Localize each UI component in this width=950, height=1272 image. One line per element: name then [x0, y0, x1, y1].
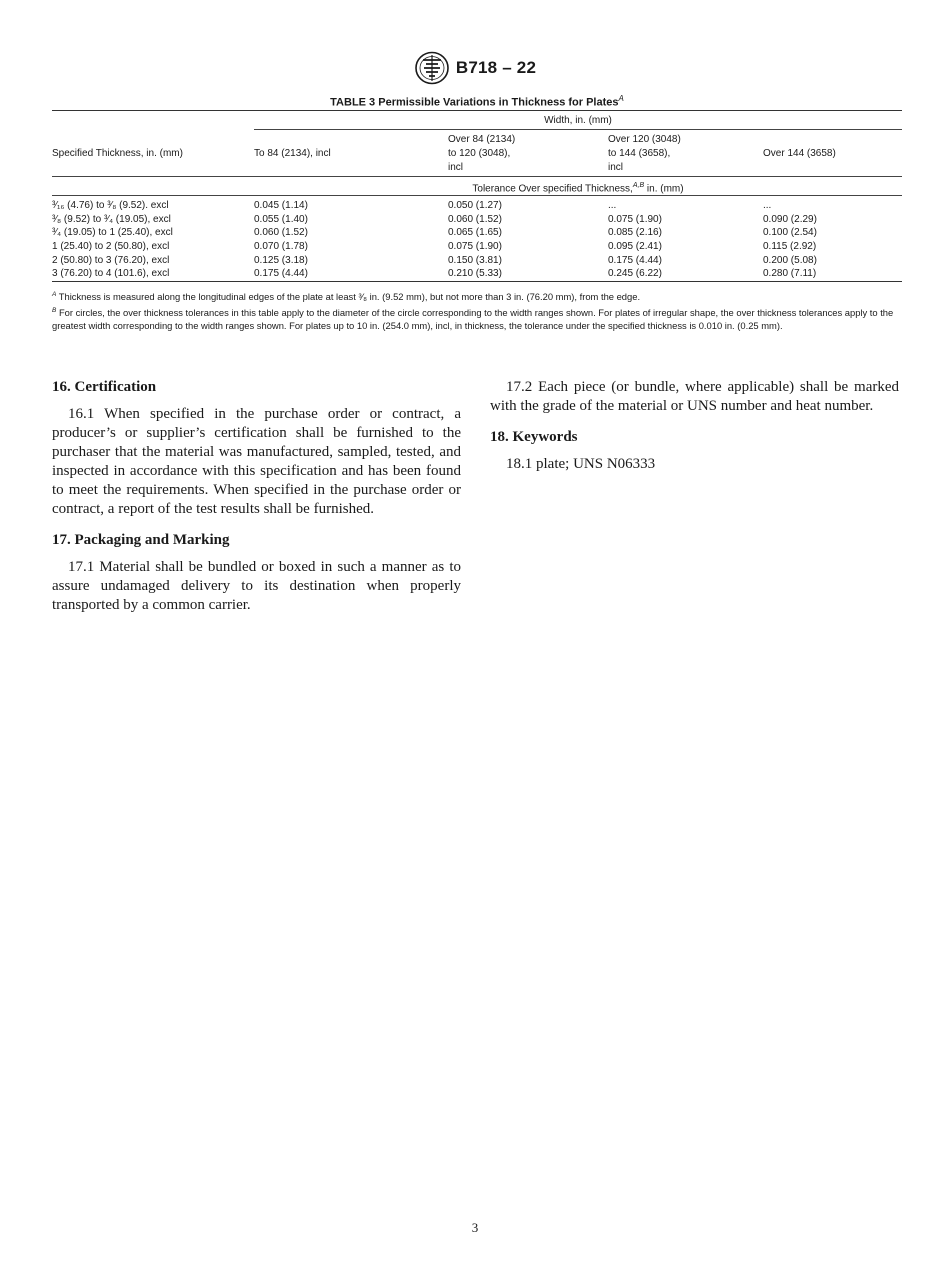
value-cell: 0.245 (6.22) [608, 268, 662, 280]
value-cell: 0.175 (4.44) [254, 268, 308, 280]
tolerance-footnote-marks: A,B [632, 182, 645, 189]
table-footnotes [52, 288, 902, 333]
value-cell: 0.200 (5.08) [763, 254, 817, 266]
value-cell: 0.125 (3.18) [254, 254, 308, 266]
table-row [52, 240, 902, 254]
spec-cell: ³⁄₄ (19.05) to 1 (25.40), excl [52, 227, 173, 239]
spec-cell: ³⁄₁₆ (4.76) to ³⁄₈ (9.52). excl [52, 200, 169, 211]
table-title [52, 94, 902, 109]
footnote-b-text: For circles, the over thickness tolerances in this table apply to the diameter of the circle corresponding to the width ranges shown. For plates of irregular shape, the over thickness tolerances apply to the greatest width corresponding to the width ranges shown. For plates up to 10 in. (254.0 mm), incl, in thickness, the tolerance under the specified thickness is 0.010 in. (0.25 mm). [52, 306, 894, 332]
table-row [52, 213, 902, 227]
section-18-heading: 18. Keywords [490, 429, 578, 445]
table-row [52, 226, 902, 240]
table-row [52, 254, 902, 268]
tolerance-header [254, 179, 902, 196]
column-header-1: To 84 (2134), incl [254, 148, 331, 159]
footnote-a [52, 288, 902, 304]
section-16-1-paragraph: 16.1 When specified in the purchase order or contract, a producer’s or supplier’s certification shall be furnished to the purchaser that the material was manufactured, sampled, tested, and inspected in accordance with this specification and has been found to meet the requirements. When specified in the purchase order or contract, a report of the test results shall be furnished. [52, 406, 461, 517]
table-row [52, 267, 902, 281]
table-row [52, 199, 902, 213]
value-cell: 0.150 (3.81) [448, 254, 502, 266]
section-17-2-paragraph: 17.2 Each piece (or bundle, where applicable) shall be marked with the grade of the material or UNS number and heat number. [490, 379, 899, 414]
value-cell: 0.075 (1.90) [608, 213, 662, 225]
width-header-rule [254, 129, 902, 130]
footnote-b [52, 304, 902, 333]
section-16-heading: 16. Certification [52, 379, 157, 395]
header-rule [52, 176, 902, 177]
footnote-b-mark: B [52, 306, 57, 314]
footnote-a-mark: A [52, 291, 57, 298]
value-cell: 0.065 (1.65) [448, 227, 502, 239]
section-17-1-paragraph: 17.1 Material shall be bundled or boxed in such a manner as to assure undamaged delivery to its destination when properly transported by a common carrier. [52, 559, 461, 613]
column-header-4: Over 144 (3658) [763, 148, 836, 159]
page-number: 3 [471, 1220, 479, 1235]
value-cell: 0.070 (1.78) [254, 241, 308, 253]
width-header: Width, in. (mm) [544, 115, 612, 126]
value-cell: 0.280 (7.11) [763, 268, 817, 280]
spec-cell: 3 (76.20) to 4 (101.6), excl [52, 268, 170, 280]
spec-cell: 2 (50.80) to 3 (76.20), excl [52, 254, 170, 266]
value-cell: 0.095 (2.41) [608, 241, 662, 253]
spec-cell: 1 (25.40) to 2 (50.80), excl [52, 241, 170, 253]
table-bottom-rule [52, 281, 902, 282]
table-top-rule [52, 110, 902, 111]
table-title-footnote-mark: A [618, 94, 624, 103]
table-title-text: TABLE 3 Permissible Variations in Thickness for Plates [330, 96, 619, 109]
value-cell: 0.100 (2.54) [763, 227, 817, 239]
value-cell: 0.060 (1.52) [254, 227, 308, 239]
spec-cell: ³⁄₈ (9.52) to ³⁄₄ (19.05), excl [52, 213, 171, 225]
value-cell: 0.050 (1.27) [448, 200, 502, 211]
column-header-3: Over 120 (3048) to 144 (3658), incl [608, 134, 681, 173]
value-cell: ... [763, 200, 772, 211]
value-cell: ... [608, 200, 617, 211]
tolerance-header-text: Tolerance Over specified Thickness, [472, 183, 633, 195]
value-cell: 0.210 (5.33) [448, 268, 502, 280]
value-cell: 0.075 (1.90) [448, 241, 502, 253]
tolerance-rule [52, 195, 902, 196]
footnote-a-text: Thickness is measured along the longitudinal edges of the plate at least ³⁄₈ in. (9.52 mm), but not more than 3 in. (76.20 mm), from the edge. [56, 291, 641, 303]
value-cell: 0.175 (4.44) [608, 254, 662, 266]
section-18-1-paragraph: 18.1 plate; UNS N06333 [506, 456, 656, 472]
value-cell: 0.115 (2.92) [763, 241, 817, 253]
section-17-heading: 17. Packaging and Marking [52, 532, 230, 548]
standard-designation: B718 – 22 [455, 58, 537, 77]
astm-logo-icon [414, 51, 450, 85]
spec-thickness-header: Specified Thickness, in. (mm) [52, 148, 183, 159]
table-body [52, 199, 902, 281]
value-cell: 0.045 (1.14) [254, 200, 308, 211]
right-column [490, 378, 899, 474]
tolerance-unit: in. (mm) [644, 183, 684, 195]
left-column [52, 378, 461, 615]
column-header-2: Over 84 (2134) to 120 (3048), incl [448, 134, 516, 173]
value-cell: 0.055 (1.40) [254, 213, 308, 225]
value-cell: 0.060 (1.52) [448, 213, 502, 225]
value-cell: 0.090 (2.29) [763, 213, 817, 225]
page-header [0, 50, 950, 86]
value-cell: 0.085 (2.16) [608, 227, 662, 239]
